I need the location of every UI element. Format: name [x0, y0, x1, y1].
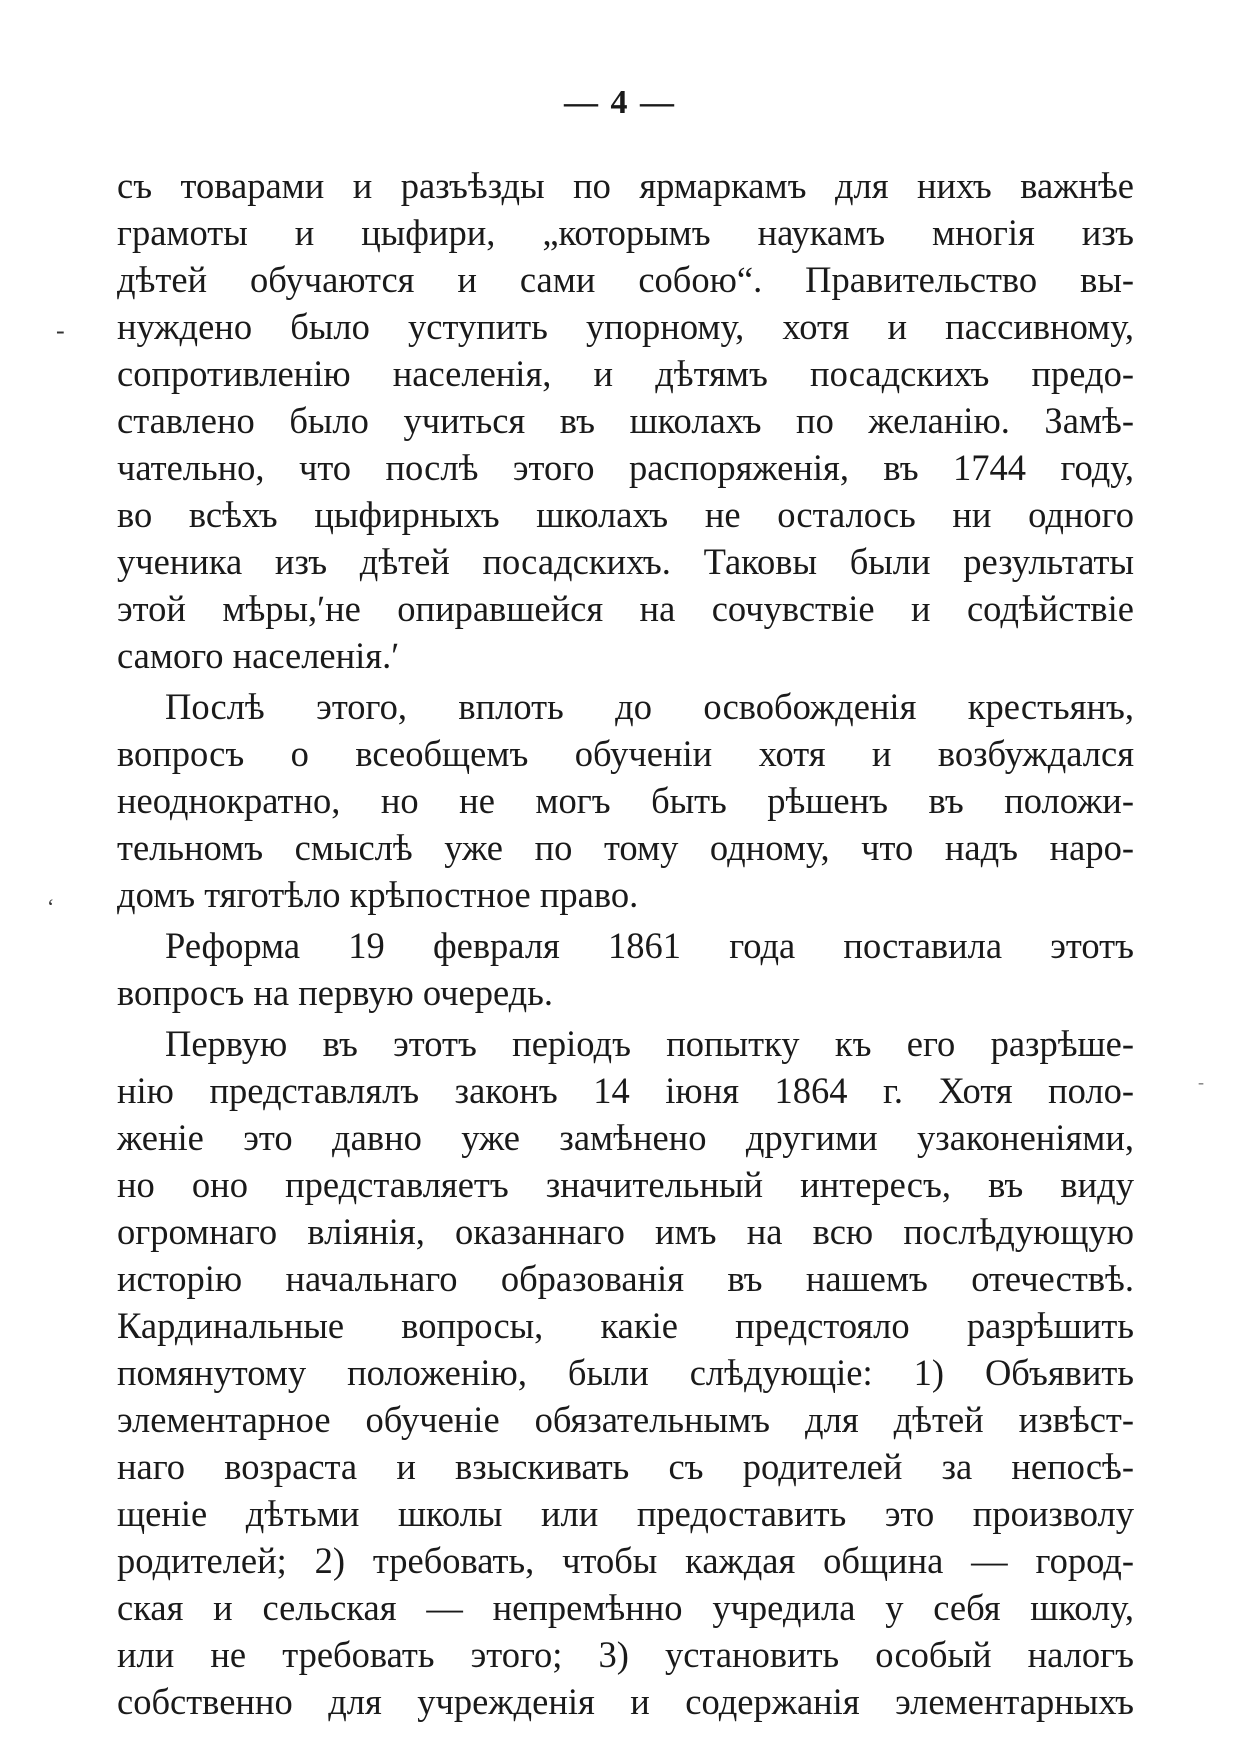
text-line: наго возраста и взыскивать съ родителей за непосѣ-: [117, 1446, 1134, 1487]
text-line: вопросъ на первую очередь.: [117, 972, 554, 1013]
text-line: ставлено было учиться въ школахъ по желанію. Замѣ-: [117, 400, 1134, 441]
text-line: тельномъ смыслѣ уже по тому одному, что надъ наро-: [117, 827, 1134, 868]
text-line: вопросъ о всеобщемъ обученіи хотя и возбуждался: [117, 733, 1134, 774]
text-line: щеніе дѣтьми школы или предоставить это произволу: [117, 1493, 1134, 1534]
text-line: Кардинальные вопросы, какіе предстояло разрѣшить: [117, 1305, 1134, 1346]
text-line: помянутому положенію, были слѣдующіе: 1) Объявить: [117, 1352, 1134, 1393]
text-line: этой мѣры,ʹне опиравшейся на сочувствіе и содѣйствіе: [117, 588, 1134, 629]
text-line: исторію начальнаго образованія въ нашемъ отечествѣ.: [117, 1258, 1134, 1299]
text-line: домъ тяготѣло крѣпостное право.: [117, 874, 639, 915]
text-line: сопротивленію населенія, и дѣтямъ посадскихъ предо-: [117, 353, 1134, 394]
text-line: или не требовать этого; 3) установить особый налогъ: [117, 1634, 1134, 1675]
page-number: — 4 —: [564, 84, 676, 121]
text-line: ученика изъ дѣтей посадскихъ. Таковы были результаты: [117, 541, 1134, 582]
text-line: неоднократно, но не могъ быть рѣшенъ въ положи-: [117, 780, 1134, 821]
text-line: огромнаго вліянія, оказаннаго имъ на всю послѣдующую: [117, 1211, 1134, 1252]
text-line: самого населенія.ʹ: [117, 635, 400, 676]
text-line: нуждено было уступить упорному, хотя и пассивному,: [117, 306, 1134, 347]
text-line: во всѣхъ цыфирныхъ школахъ не осталось ни одного: [117, 494, 1134, 535]
text-line: чательно, что послѣ этого распоряженія, въ 1744 году,: [117, 447, 1134, 488]
text-line: Первую въ этотъ періодъ попытку къ его разрѣше-: [165, 1023, 1134, 1064]
text-line: собственно для учрежденія и содержанія элементарныхъ: [117, 1681, 1134, 1722]
paragraph-2: [117, 683, 1134, 918]
paragraph-3: [117, 922, 1134, 1016]
margin-dash-mark: -: [56, 316, 65, 345]
text-line: родителей; 2) требовать, чтобы каждая община — город-: [117, 1540, 1134, 1581]
paragraph-1: [117, 162, 1134, 679]
text-line: Послѣ этого, вплоть до освобожденія крестьянъ,: [165, 686, 1134, 727]
paragraph-4: [117, 1020, 1134, 1725]
text-line: женіе это давно уже замѣнено другими узаконеніями,: [117, 1117, 1134, 1158]
body-text: [117, 162, 1134, 1725]
text-line: съ товарами и разъѣзды по ярмаркамъ для нихъ важнѣе: [117, 165, 1134, 206]
text-line: но оно представляетъ значительный интересъ, въ виду: [117, 1164, 1134, 1205]
text-line: элементарное обученіе обязательнымъ для дѣтей извѣст-: [117, 1399, 1134, 1440]
text-line: грамоты и цыфири, „которымъ наукамъ многія изъ: [117, 212, 1134, 253]
text-line: дѣтей обучаются и сами собою“. Правительство вы-: [117, 259, 1134, 300]
text-line: ская и сельская — непремѣнно учредила у себя школу,: [117, 1587, 1134, 1628]
margin-quote-mark: ‘: [47, 894, 55, 919]
margin-tick-mark: -: [1198, 1072, 1204, 1092]
text-line: Реформа 19 февраля 1861 года поставила этотъ: [165, 925, 1134, 966]
text-line: нію представлялъ законъ 14 іюня 1864 г. Хотя поло-: [117, 1070, 1134, 1111]
